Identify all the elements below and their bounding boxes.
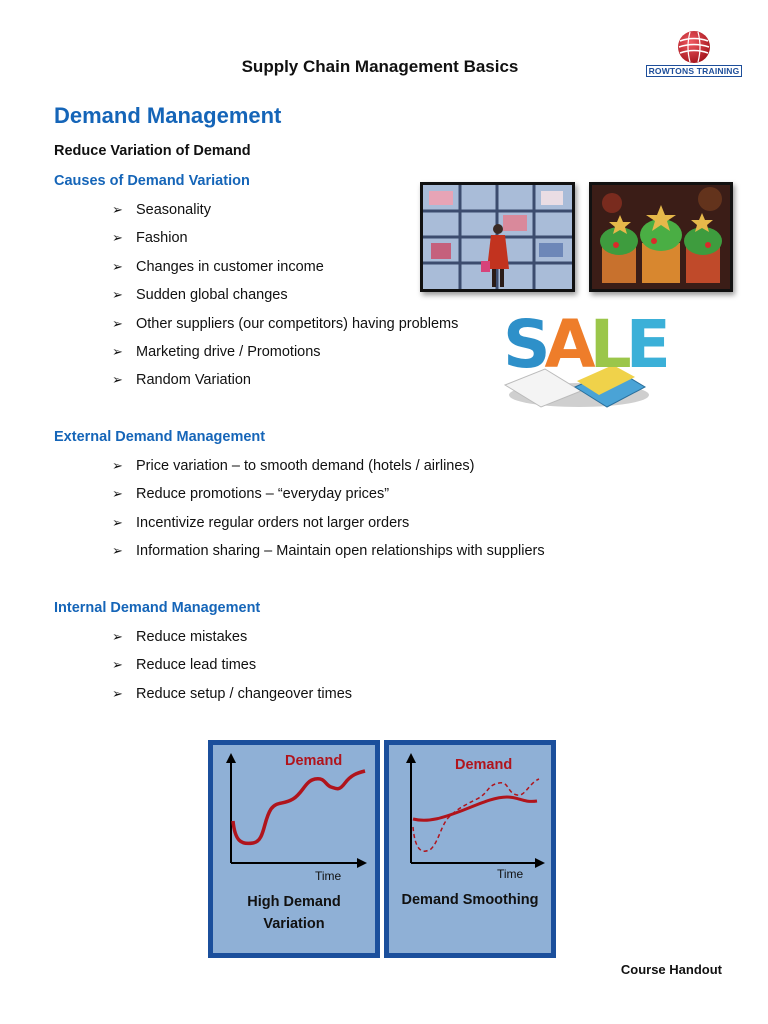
arrow-bullet-icon: ➢	[112, 657, 123, 673]
list-item: ➢ Reduce promotions – “everyday prices”	[112, 486, 390, 503]
arrow-bullet-icon: ➢	[112, 543, 123, 559]
list-item: ➢ Fashion	[112, 230, 188, 247]
chart-caption-line1: Demand Smoothing	[401, 892, 539, 908]
section-title-causes: Causes of Demand Variation	[54, 173, 250, 189]
list-item: ➢ Reduce setup / changeover times	[112, 685, 353, 702]
list-item: ➢ Seasonality	[112, 202, 211, 218]
list-item: ➢ Reduce mistakes	[112, 629, 248, 645]
list-item: ➢ Incentivize regular orders not larger orders	[112, 514, 410, 531]
shop-window-illustration	[423, 185, 572, 289]
list-item: ➢ Changes in customer income	[112, 258, 324, 275]
list-item: ➢ Information sharing – Maintain open relationships with suppliers	[112, 543, 545, 560]
main-heading: Demand Management	[54, 103, 282, 128]
chart-caption-line2: Variation	[263, 916, 325, 932]
external-list	[112, 456, 545, 570]
list-item: ➢ Reduce lead times	[112, 657, 257, 674]
page-header-title: Supply Chain Management Basics	[241, 57, 519, 76]
chart-caption-line1: High Demand	[247, 894, 341, 910]
internal-list	[112, 627, 352, 712]
arrow-bullet-icon: ➢	[112, 287, 123, 303]
demand-axis-label: Demand	[285, 753, 343, 769]
list-item: ➢ Price variation – to smooth demand (hotels / airlines)	[112, 458, 475, 474]
arrow-bullet-icon: ➢	[112, 514, 123, 530]
time-axis-label: Time	[315, 869, 342, 883]
cupcakes-illustration	[592, 185, 730, 289]
arrow-bullet-icon: ➢	[112, 230, 123, 246]
arrow-bullet-icon: ➢	[112, 315, 123, 331]
arrow-bullet-icon: ➢	[112, 458, 123, 473]
sale-letters: SALE	[503, 306, 665, 383]
demand-smoothing-panel	[384, 740, 556, 958]
causes-list	[112, 200, 458, 399]
list-item: ➢ Marketing drive / Promotions	[112, 343, 321, 360]
section-title-external: External Demand Management	[54, 429, 266, 445]
arrow-bullet-icon: ➢	[112, 629, 123, 644]
footer-course-handout: Course Handout	[620, 962, 722, 977]
rowtons-training-logo	[646, 28, 742, 80]
list-item: ➢ Sudden global changes	[112, 287, 288, 304]
arrow-bullet-icon: ➢	[112, 685, 123, 701]
arrow-bullet-icon: ➢	[112, 258, 123, 274]
arrow-bullet-icon: ➢	[112, 343, 123, 359]
logo-text: ROWTONS TRAINING	[646, 65, 742, 77]
arrow-bullet-icon: ➢	[112, 202, 123, 217]
list-item: ➢ Random Variation	[112, 372, 251, 389]
christmas-cupcakes-photo	[589, 182, 733, 292]
list-item: ➢ Other suppliers (our competitors) having problems	[112, 315, 459, 332]
globe-logo-icon	[646, 28, 742, 66]
section-title-internal: Internal Demand Management	[54, 600, 261, 616]
high-demand-variation-panel	[208, 740, 380, 958]
fashion-shopping-photo	[420, 182, 575, 292]
arrow-bullet-icon: ➢	[112, 486, 123, 502]
sale-graphic	[495, 303, 663, 415]
time-axis-label: Time	[497, 867, 524, 881]
subheading: Reduce Variation of Demand	[54, 143, 251, 159]
demand-axis-label: Demand	[455, 757, 513, 773]
arrow-bullet-icon: ➢	[112, 372, 123, 388]
